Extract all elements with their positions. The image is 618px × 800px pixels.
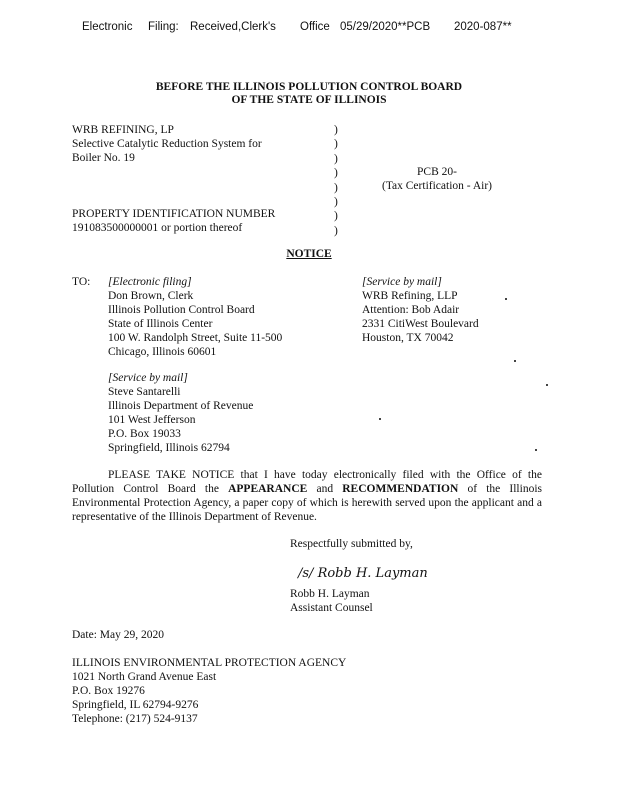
caption-paren: ): [334, 210, 338, 223]
caption-paren: ): [334, 224, 338, 237]
address-line: 2331 CitiWest Boulevard: [362, 318, 479, 330]
address-line: Attention: Bob Adair: [362, 304, 460, 316]
body-bold-recommendation: RECOMMENDATION: [342, 483, 459, 495]
title-line-2: OF THE STATE OF ILLINOIS: [231, 94, 387, 106]
scan-speck: [379, 418, 381, 420]
caption-line: [72, 165, 332, 179]
address-line: P.O. Box 19033: [108, 428, 181, 440]
filing-header-electronic: Electronic: [82, 21, 133, 33]
service-method: [Electronic filing]: [108, 276, 192, 288]
document-title: [0, 81, 618, 107]
signatory-name: Robb H. Layman: [290, 588, 370, 600]
recipient-applicant: [362, 275, 479, 345]
address-line: State of Illinois Center: [108, 318, 213, 330]
notice-body: [72, 468, 542, 524]
agency-line: Springfield, IL 62794-9276: [72, 699, 199, 711]
agency-line: Telephone: (217) 524-9137: [72, 713, 198, 725]
caption-paren: ): [334, 167, 338, 180]
agency-line: 1021 North Grand Avenue East: [72, 671, 217, 683]
recipient-revenue: [108, 371, 253, 455]
caption-paren: ): [334, 124, 338, 136]
agency-block: [72, 656, 346, 726]
scan-speck: [505, 298, 507, 300]
body-text-2: and: [307, 483, 343, 495]
caption-paren: ): [334, 195, 338, 208]
caption-line: Boiler No. 19: [72, 152, 135, 164]
recipient-clerk: [108, 275, 282, 359]
signature-script: /s/ Robb H. Layman: [298, 566, 428, 581]
body-text-1: PLEASE TAKE NOTICE that I have today electronically filed with the Office of the Pollution Control Board the: [72, 469, 542, 495]
address-line: Don Brown, Clerk: [108, 290, 194, 302]
scan-speck: [546, 384, 548, 386]
caption-line: WRB REFINING, LP: [72, 124, 174, 136]
case-number: PCB 20-: [417, 166, 457, 178]
date-line: Date: May 29, 2020: [72, 629, 164, 641]
caption-paren: ): [334, 138, 338, 151]
address-line: Illinois Department of Revenue: [108, 400, 254, 412]
caption-line: [72, 179, 332, 193]
address-line: Houston, TX 70042: [362, 332, 454, 344]
address-line: Chicago, Illinois 60601: [108, 346, 217, 358]
caption-paren: ): [334, 152, 338, 165]
address-line: Springfield, Illinois 62794: [108, 442, 230, 454]
case-designation: [362, 165, 512, 193]
service-method: [Service by mail]: [108, 372, 188, 384]
title-line-1: BEFORE THE ILLINOIS POLLUTION CONTROL BOARD: [155, 81, 463, 93]
caption-paren: ): [334, 181, 338, 194]
caption-line: 191083500000001 or portion thereof: [72, 222, 243, 234]
scan-speck: [535, 449, 537, 451]
address-line: 101 West Jefferson: [108, 414, 196, 426]
address-line: 100 W. Randolph Street, Suite 11-500: [108, 332, 283, 344]
signatory-title: Assistant Counsel: [290, 602, 373, 614]
caption-line: [72, 193, 332, 207]
caption-left: [72, 123, 332, 235]
to-label: TO:: [72, 276, 91, 288]
body-bold-appearance: APPEARANCE: [228, 483, 308, 495]
agency-line: ILLINOIS ENVIRONMENTAL PROTECTION AGENCY: [72, 657, 347, 669]
caption-line: Selective Catalytic Reduction System for: [72, 138, 262, 150]
case-type: (Tax Certification - Air): [381, 180, 492, 192]
filing-header-filing: Filing:: [148, 21, 179, 33]
body-text-3: of the Illinois Environmental Protection Agency, a paper copy of which is herewith served upon the applicant and a representative of the Illinois Department of Revenue.: [72, 483, 542, 523]
scan-speck: [514, 360, 516, 362]
caption-line: PROPERTY IDENTIFICATION NUMBER: [72, 208, 276, 220]
notice-paragraph: [72, 468, 542, 524]
agency-line: P.O. Box 19276: [72, 685, 145, 697]
filing-header-received: Received,Clerk's: [190, 21, 276, 33]
closing: Respectfully submitted by,: [290, 538, 413, 550]
notice-heading: NOTICE: [286, 248, 332, 260]
address-line: Steve Santarelli: [108, 386, 181, 398]
filing-header-office: Office: [300, 21, 330, 33]
signatory: [290, 587, 373, 615]
caption-parentheses: [334, 123, 344, 238]
address-line: WRB Refining, LLP: [362, 290, 458, 302]
filing-header-date: 05/29/2020**PCB: [340, 21, 431, 33]
address-line: Illinois Pollution Control Board: [108, 304, 255, 316]
service-method: [Service by mail]: [362, 276, 442, 288]
filing-header-number: 2020-087**: [454, 21, 512, 33]
